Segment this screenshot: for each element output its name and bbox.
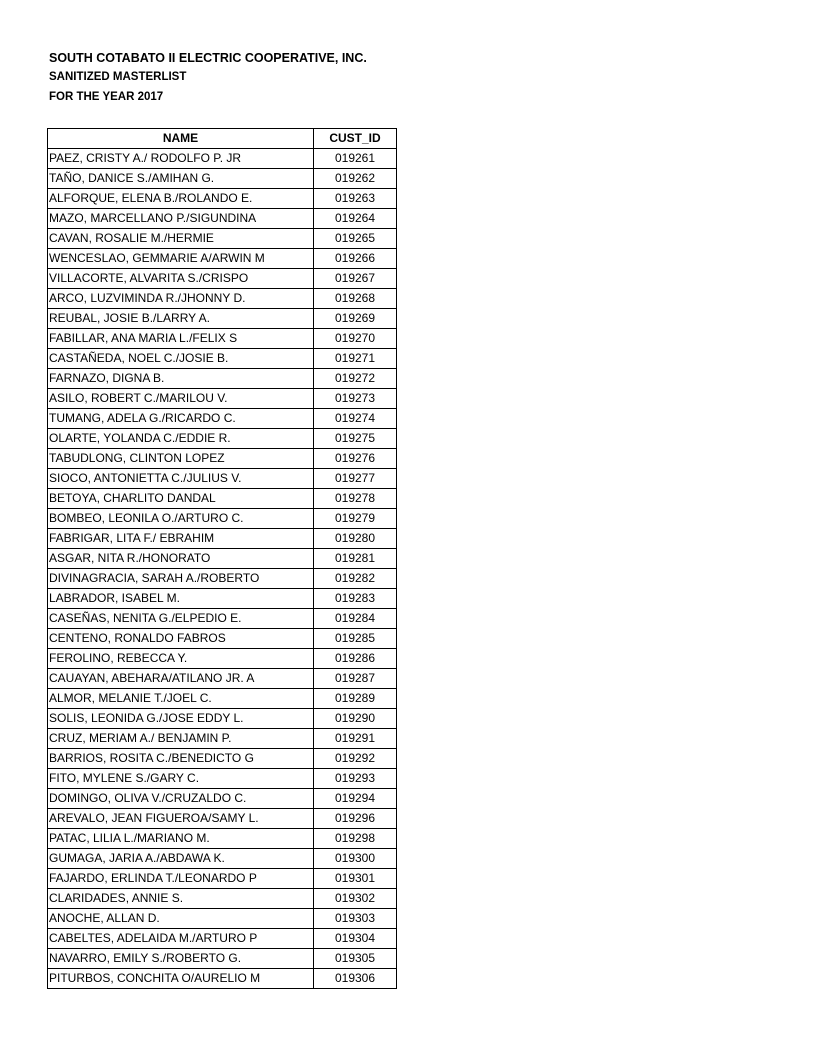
customer-name-cell: CAVAN, ROSALIE M./HERMIE	[48, 229, 314, 249]
customer-id-cell: 019276	[314, 449, 397, 469]
customer-name-cell: SOLIS, LEONIDA G./JOSE EDDY L.	[48, 709, 314, 729]
customer-name-cell: GUMAGA, JARIA A./ABDAWA K.	[48, 849, 314, 869]
table-row	[48, 329, 397, 349]
customer-id-cell: 019284	[314, 609, 397, 629]
customer-name-cell: REUBAL, JOSIE B./LARRY A.	[48, 309, 314, 329]
company-name: SOUTH COTABATO II ELECTRIC COOPERATIVE, INC.	[49, 51, 367, 65]
column-header-cust-id: CUST_ID	[314, 129, 397, 149]
table-row	[48, 689, 397, 709]
customer-name-cell: BETOYA, CHARLITO DANDAL	[48, 489, 314, 509]
customer-name-cell: DIVINAGRACIA, SARAH A./ROBERTO	[48, 569, 314, 589]
customer-id-cell: 019292	[314, 749, 397, 769]
customer-name-cell: NAVARRO, EMILY S./ROBERTO G.	[48, 949, 314, 969]
customer-id-cell: 019275	[314, 429, 397, 449]
customer-id-cell: 019269	[314, 309, 397, 329]
customer-name-cell: AREVALO, JEAN FIGUEROA/SAMY L.	[48, 809, 314, 829]
customer-id-cell: 019290	[314, 709, 397, 729]
table-row	[48, 449, 397, 469]
table-row	[48, 249, 397, 269]
table-row	[48, 849, 397, 869]
customer-id-cell: 019305	[314, 949, 397, 969]
customer-name-cell: CASTAÑEDA, NOEL C./JOSIE B.	[48, 349, 314, 369]
customer-id-cell: 019287	[314, 669, 397, 689]
customer-name-cell: FEROLINO, REBECCA Y.	[48, 649, 314, 669]
customer-name-cell: PITURBOS, CONCHITA O/AURELIO M	[48, 969, 314, 989]
year-label: FOR THE YEAR 2017	[49, 91, 164, 103]
customer-name-cell: ANOCHE, ALLAN D.	[48, 909, 314, 929]
customer-name-cell: TABUDLONG, CLINTON LOPEZ	[48, 449, 314, 469]
customer-name-cell: PATAC, LILIA L./MARIANO M.	[48, 829, 314, 849]
customer-id-cell: 019263	[314, 189, 397, 209]
customer-id-cell: 019281	[314, 549, 397, 569]
customer-id-cell: 019265	[314, 229, 397, 249]
table-row	[48, 949, 397, 969]
header-row	[48, 129, 397, 149]
column-header-name: NAME	[48, 129, 314, 149]
customer-id-cell: 019285	[314, 629, 397, 649]
customer-id-cell: 019271	[314, 349, 397, 369]
customer-id-cell: 019304	[314, 929, 397, 949]
customer-name-cell: CABELTES, ADELAIDA M./ARTURO P	[48, 929, 314, 949]
customer-id-cell: 019291	[314, 729, 397, 749]
customer-id-cell: 019267	[314, 269, 397, 289]
table-row	[48, 869, 397, 889]
table-row	[48, 629, 397, 649]
customer-name-cell: OLARTE, YOLANDA C./EDDIE R.	[48, 429, 314, 449]
customer-name-cell: DOMINGO, OLIVA V./CRUZALDO C.	[48, 789, 314, 809]
customer-id-cell: 019306	[314, 969, 397, 989]
table-row	[48, 889, 397, 909]
customer-id-cell: 019280	[314, 529, 397, 549]
customer-id-cell: 019282	[314, 569, 397, 589]
customer-id-cell: 019298	[314, 829, 397, 849]
customer-id-cell: 019268	[314, 289, 397, 309]
table-row	[48, 269, 397, 289]
table-row	[48, 909, 397, 929]
table-row	[48, 589, 397, 609]
customer-name-cell: TUMANG, ADELA G./RICARDO C.	[48, 409, 314, 429]
customer-name-cell: FARNAZO, DIGNA B.	[48, 369, 314, 389]
table-row	[48, 169, 397, 189]
customer-name-cell: ASILO, ROBERT C./MARILOU V.	[48, 389, 314, 409]
table-row	[48, 529, 397, 549]
customer-name-cell: WENCESLAO, GEMMARIE A/ARWIN M	[48, 249, 314, 269]
table-row	[48, 709, 397, 729]
table-row	[48, 789, 397, 809]
table-row	[48, 469, 397, 489]
table-row	[48, 809, 397, 829]
table-header	[48, 129, 397, 149]
customer-id-cell: 019262	[314, 169, 397, 189]
customer-name-cell: FAJARDO, ERLINDA T./LEONARDO P	[48, 869, 314, 889]
document-title: SANITIZED MASTERLIST	[49, 71, 187, 83]
table-row	[48, 509, 397, 529]
customer-id-cell: 019301	[314, 869, 397, 889]
customer-name-cell: ALMOR, MELANIE T./JOEL C.	[48, 689, 314, 709]
customer-name-cell: TAÑO, DANICE S./AMIHAN G.	[48, 169, 314, 189]
customer-id-cell: 019302	[314, 889, 397, 909]
table-row	[48, 669, 397, 689]
customer-id-cell: 019289	[314, 689, 397, 709]
table-row	[48, 929, 397, 949]
table-row	[48, 609, 397, 629]
table-row	[48, 729, 397, 749]
customer-name-cell: ALFORQUE, ELENA B./ROLANDO E.	[48, 189, 314, 209]
customer-name-cell: BARRIOS, ROSITA C./BENEDICTO G	[48, 749, 314, 769]
table-row	[48, 349, 397, 369]
customer-name-cell: CENTENO, RONALDO FABROS	[48, 629, 314, 649]
table-row	[48, 429, 397, 449]
customer-name-cell: SIOCO, ANTONIETTA C./JULIUS V.	[48, 469, 314, 489]
customer-name-cell: BOMBEO, LEONILA O./ARTURO C.	[48, 509, 314, 529]
customer-name-cell: CAUAYAN, ABEHARA/ATILANO JR. A	[48, 669, 314, 689]
customer-id-cell: 019277	[314, 469, 397, 489]
customer-id-cell: 019286	[314, 649, 397, 669]
table-row	[48, 769, 397, 789]
table-row	[48, 969, 397, 989]
customer-name-cell: VILLACORTE, ALVARITA S./CRISPO	[48, 269, 314, 289]
customer-name-cell: FITO, MYLENE S./GARY C.	[48, 769, 314, 789]
customer-id-cell: 019274	[314, 409, 397, 429]
table-row	[48, 229, 397, 249]
table-row	[48, 549, 397, 569]
customer-id-cell: 019283	[314, 589, 397, 609]
table-row	[48, 149, 397, 169]
table-row	[48, 389, 397, 409]
customer-name-cell: ASGAR, NITA R./HONORATO	[48, 549, 314, 569]
table-row	[48, 309, 397, 329]
customer-id-cell: 019279	[314, 509, 397, 529]
table-row	[48, 569, 397, 589]
table-row	[48, 209, 397, 229]
customer-name-cell: PAEZ, CRISTY A./ RODOLFO P. JR	[48, 149, 314, 169]
table-row	[48, 289, 397, 309]
customer-id-cell: 019296	[314, 809, 397, 829]
customer-name-cell: FABILLAR, ANA MARIA L./FELIX S	[48, 329, 314, 349]
customer-id-cell: 019261	[314, 149, 397, 169]
customer-id-cell: 019278	[314, 489, 397, 509]
customer-id-cell: 019264	[314, 209, 397, 229]
table-row	[48, 409, 397, 429]
document-header	[49, 50, 367, 107]
masterlist-table	[47, 128, 397, 989]
customer-name-cell: CLARIDADES, ANNIE S.	[48, 889, 314, 909]
customer-name-cell: CASEÑAS, NENITA G./ELPEDIO E.	[48, 609, 314, 629]
customer-id-cell: 019273	[314, 389, 397, 409]
customer-name-cell: LABRADOR, ISABEL M.	[48, 589, 314, 609]
customer-id-cell: 019294	[314, 789, 397, 809]
customer-name-cell: CRUZ, MERIAM A./ BENJAMIN P.	[48, 729, 314, 749]
customer-name-cell: FABRIGAR, LITA F./ EBRAHIM	[48, 529, 314, 549]
customer-id-cell: 019293	[314, 769, 397, 789]
table-row	[48, 829, 397, 849]
customer-name-cell: MAZO, MARCELLANO P./SIGUNDINA	[48, 209, 314, 229]
table-row	[48, 369, 397, 389]
table-row	[48, 189, 397, 209]
customer-id-cell: 019266	[314, 249, 397, 269]
customer-id-cell: 019272	[314, 369, 397, 389]
customer-name-cell: ARCO, LUZVIMINDA R./JHONNY D.	[48, 289, 314, 309]
customer-id-cell: 019303	[314, 909, 397, 929]
table-row	[48, 749, 397, 769]
customer-id-cell: 019300	[314, 849, 397, 869]
customer-id-cell: 019270	[314, 329, 397, 349]
table-row	[48, 649, 397, 669]
table-body	[48, 149, 397, 989]
table-row	[48, 489, 397, 509]
